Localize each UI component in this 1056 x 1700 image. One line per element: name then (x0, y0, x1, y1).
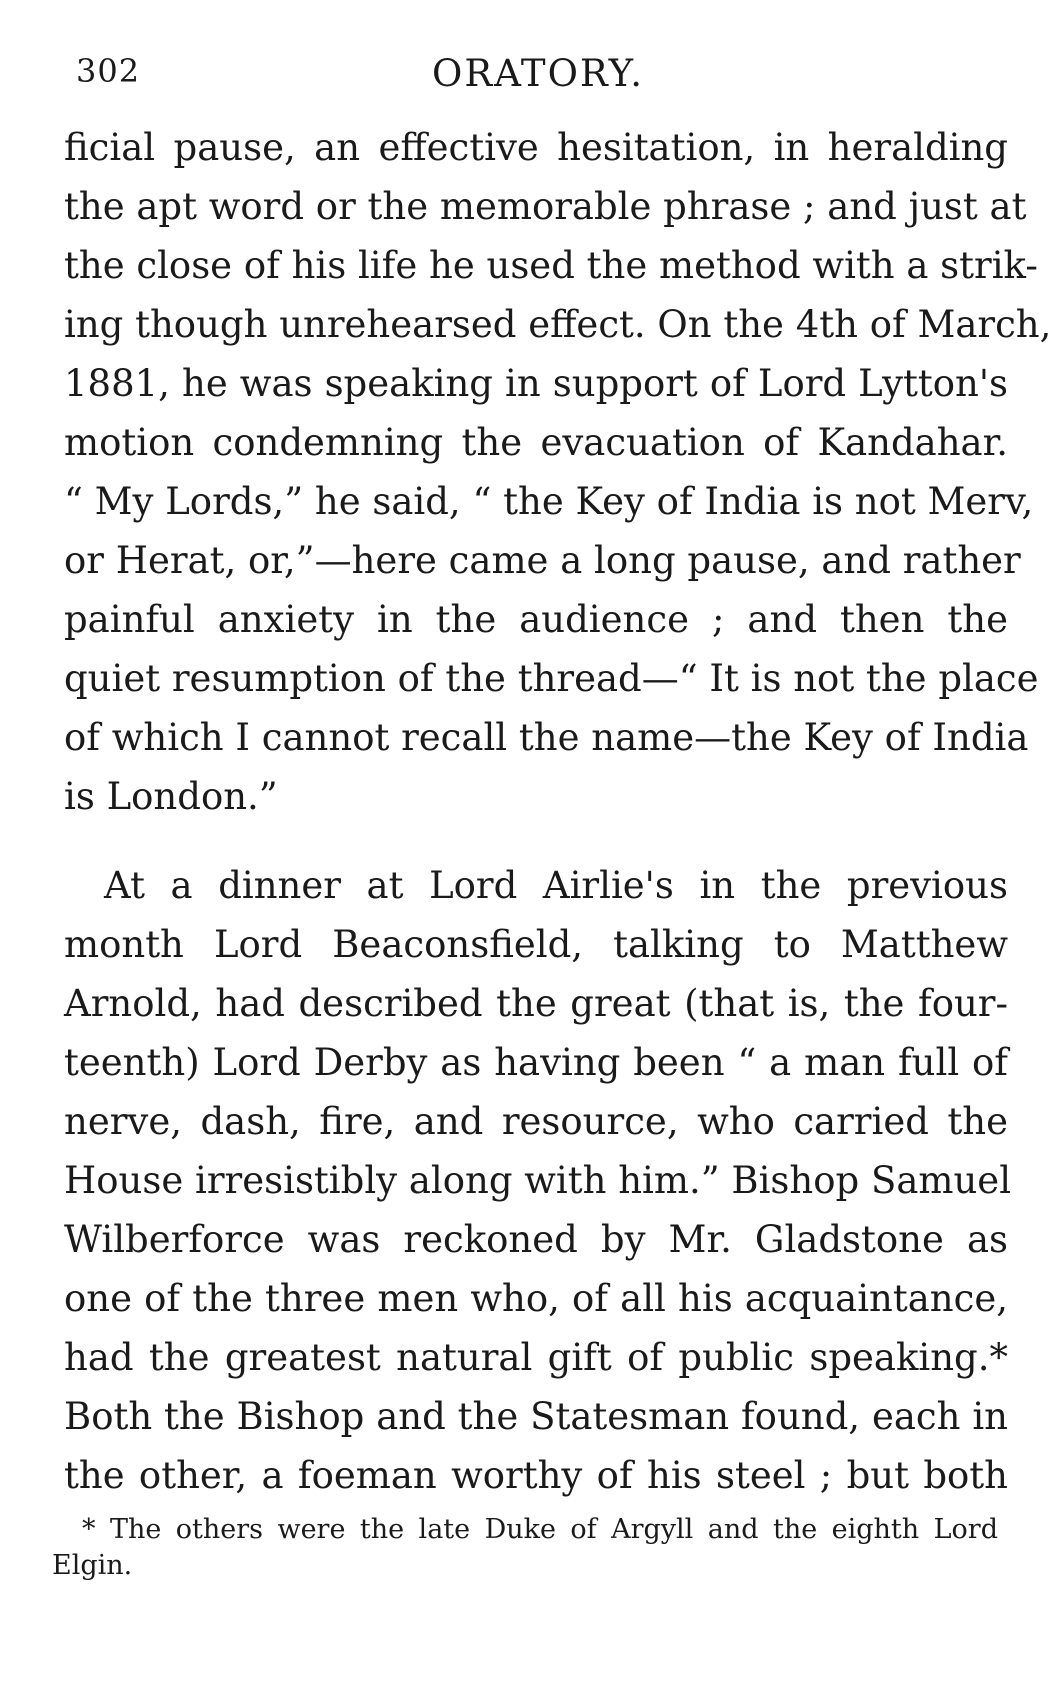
text-line: Arnold, had described the great (that is, the four- (64, 982, 1008, 1025)
text-line: House irresistibly along with him.” Bishop Samuel (64, 1159, 1012, 1202)
text-line: had the greatest natural gift of public speaking.* (64, 1336, 1008, 1379)
text-line: teenth) Lord Derby as having been “ a man full of (64, 1041, 1008, 1084)
footnote-line: * The others were the late Duke of Argyll and the eighth Lord (82, 1514, 998, 1545)
text-line: month Lord Beaconsfield, talking to Matthew (64, 923, 1008, 966)
text-line: Both the Bishop and the Statesman found, each in (64, 1395, 1008, 1438)
paragraph-1 (64, 118, 1052, 826)
page-number: 302 (76, 52, 141, 90)
running-head: ORATORY. (432, 52, 645, 95)
text-line: Wilberforce was reckoned by Mr. Gladstone as (64, 1218, 1008, 1261)
page-header (72, 50, 1012, 100)
text-line: one of the three men who, of all his acquaintance, (64, 1277, 1008, 1320)
footnote-line: Elgin. (52, 1550, 133, 1581)
text-line: ing though unrehearsed effect. On the 4th of March, (64, 303, 1052, 346)
text-line: At a dinner at Lord Airlie's in the previous (104, 864, 1008, 907)
text-line: 1881, he was speaking in support of Lord Lytton's (64, 362, 1008, 405)
text-line: is London.” (64, 775, 278, 818)
text-line: the other, a foeman worthy of his steel ; but both (64, 1454, 1008, 1497)
text-line: the apt word or the memorable phrase ; and just at (64, 185, 1027, 228)
text-line: or Herat, or,”—here came a long pause, and rather (64, 539, 1021, 582)
footnote (52, 1512, 998, 1584)
text-line: ficial pause, an effective hesitation, in heralding (64, 126, 1008, 169)
body-text (64, 118, 1052, 1505)
text-line: motion condemning the evacuation of Kandahar. (64, 421, 1008, 464)
paragraph-2 (64, 856, 1012, 1505)
paragraph-gap (64, 826, 1008, 856)
text-line: of which I cannot recall the name—the Key of India (64, 716, 1029, 759)
text-line: quiet resumption of the thread—“ It is not the place (64, 657, 1039, 700)
text-line: “ My Lords,” he said, “ the Key of India is not Merv, (64, 480, 1034, 523)
text-line: nerve, dash, fire, and resource, who carried the (64, 1100, 1008, 1143)
text-line: the close of his life he used the method with a strik- (64, 244, 1038, 287)
text-line: painful anxiety in the audience ; and then the (64, 598, 1008, 641)
